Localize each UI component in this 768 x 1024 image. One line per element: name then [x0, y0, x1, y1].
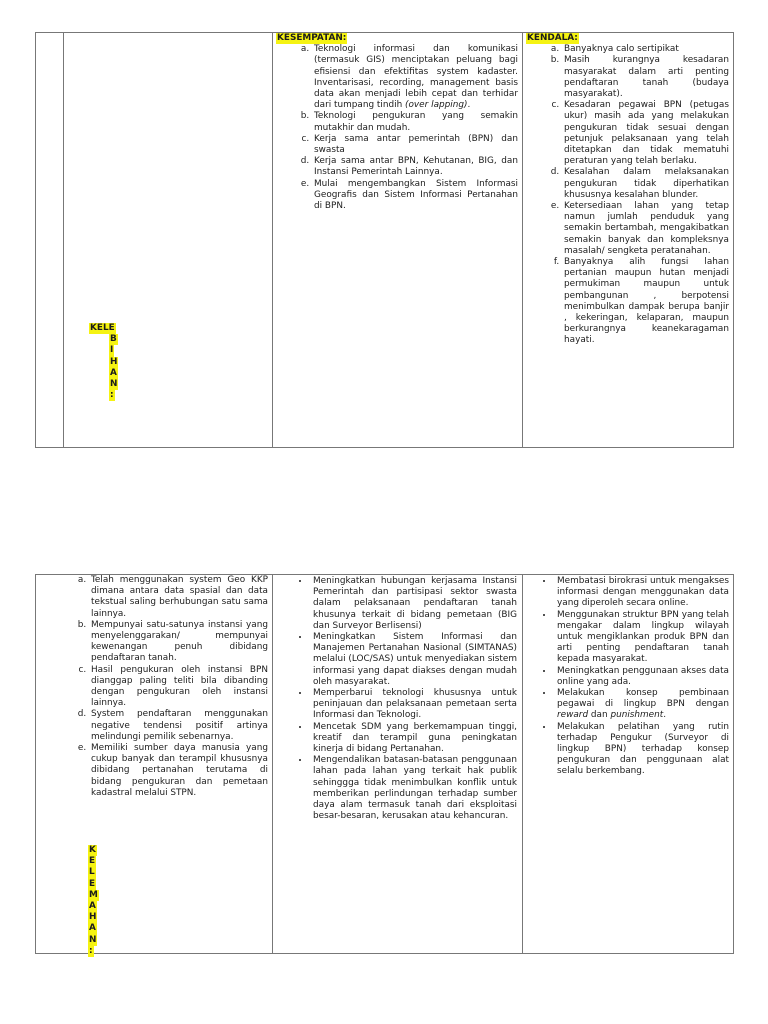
table-bottom	[35, 574, 734, 954]
kelebihan-label	[89, 323, 118, 401]
kelemahan-letter: M	[89, 889, 98, 900]
strategy-cell-right	[528, 576, 729, 778]
kelemahan-letter: A	[89, 901, 96, 912]
list-item: e. Memiliki sumber daya manusia yang cukup banyak dan terampil khususnya dibidang pertanahan terutama di bidang pengukuran dan pemetaan kadastral melalui STPN.	[89, 743, 268, 799]
kelemahan-list	[39, 575, 268, 799]
list-item: e. Ketersediaan lahan yang tetap namun jumlah penduduk yang semakin bertambah, mengakibatkan semakin banyak dan kompleksnya masalah/ sengketa peratanahan.	[562, 201, 729, 257]
kelemahan-letter: K	[89, 845, 96, 855]
kelemahan-letter: N	[89, 934, 97, 945]
table-top	[35, 32, 734, 448]
kesempatan-cell	[276, 33, 518, 212]
table-bottom-border-bottom	[35, 953, 734, 954]
kelemahan-letter: E	[89, 856, 96, 867]
table-top-divider-2	[272, 32, 273, 448]
list-item: d. System pendaftaran menggunakan negative tendensi positif artinya melindungi pemilik sebenarnya.	[89, 709, 268, 743]
kesempatan-title: KESEMPATAN:	[277, 33, 347, 43]
list-item: e. Mulai mengembangkan Sistem Informasi Geografis dan Sistem Informasi Pertanahan di BPN.	[312, 179, 518, 213]
table-top-divider-1	[63, 32, 64, 448]
kelemahan-letter: A	[89, 923, 96, 934]
table-top-border-bottom	[35, 447, 734, 448]
kelebihan-letter: H	[110, 356, 118, 367]
list-item: c. Hasil pengukuran oleh instansi BPN dianggap paling teliti bila dibanding dengan pengukuran oleh instansi lainnya.	[89, 665, 268, 710]
list-item: • Meningkatkan penggunaan akses data online yang ada.	[554, 666, 729, 688]
kendala-cell	[526, 33, 729, 347]
table-top-divider-3	[522, 32, 523, 448]
list-item: • Meningkatkan hubungan kerjasama Instansi Pemerintah dan partisipasi sektor swasta dalam pelaksanaan pendaftaran tanah khusunya terkait di bidang pemetaan (BIG dan Surveyor Berlisensi)	[310, 576, 517, 632]
table-top-border-right	[733, 32, 734, 448]
strategy-cell-middle	[278, 576, 517, 822]
list-item: a. Banyaknya calo sertipikat	[562, 44, 729, 55]
kelebihan-label-first: KELE	[90, 323, 115, 333]
table-bottom-divider-2	[522, 574, 523, 954]
list-item: • Membatasi birokrasi untuk mengakses informasi dengan menggunakan data yang diperoleh secara online.	[554, 576, 729, 610]
list-item: • Melakukan pelatihan yang rutin terhadap Pengukur (Surveyor di lingkup BPN) terhadap konsep pengukuran dan penggunaan alat selalu berkembang.	[554, 722, 729, 778]
kelemahan-cell	[39, 575, 268, 799]
list-item: c. Kesadaran pegawai BPN (petugas ukur) masih ada yang melakukan pengukuran tidak sesuai dengan petunjuk pelaksanaan yang telah ditetapkan dan tidak mematuhi peraturan yang telah berlaku.	[562, 100, 729, 167]
kelebihan-letter: A	[110, 367, 117, 378]
kelemahan-letter: L	[89, 867, 95, 878]
list-item: • Memperbarui teknologi khususnya untuk peninjauan dan pelaksanaan pemetaan serta Informasi dan Teknologi.	[310, 688, 517, 722]
list-item: d. Kerja sama antar BPN, Kehutanan, BIG, dan Instansi Pemerintah Lainnya.	[312, 156, 518, 178]
table-bottom-border-right	[733, 574, 734, 954]
kendala-list	[526, 44, 729, 346]
kendala-title: KENDALA:	[527, 33, 578, 43]
list-item: • Mencetak SDM yang berkemampuan tinggi, kreatif dan terampil guna peningkatan kinerja di bidang Pertanahan.	[310, 722, 517, 756]
list-item: f. Banyaknya alih fungsi lahan pertanian maupun hutan menjadi permukiman maupun untuk pembangunan , berpotensi menimbulkan dampak berupa banjir , kekeringan, kelaparan, maupun berkurangnya keanekaragaman hayati.	[562, 257, 729, 347]
list-item: • Menggunakan struktur BPN yang telah mengakar dalam lingkup wilayah untuk mengiklankan produk BPN dan arti penting pendaftaran tanah kepada masyarakat.	[554, 610, 729, 666]
kelebihan-letter: I	[110, 345, 114, 356]
list-item: a. Teknologi informasi dan komunikasi (termasuk GIS) menciptakan peluang bagi efisiensi dan efektifitas system kadaster. Inventarisasi, recording, management basis data akan menjadi lebih cepat dan terhidar dari tumpang tindih (over lapping).	[312, 44, 518, 111]
list-item: • Mengendalikan batasan-batasan penggunaan lahan pada lahan yang terkait hak publik sehinggga tidak menimbulkan konflik untuk memberikan perlindungan terhadap sumber daya alam termasuk tanah dari eksploitasi besar-besaran, kerusakan atau kehancuran.	[310, 755, 517, 822]
kelemahan-label	[88, 845, 99, 957]
kelebihan-letter: B	[110, 334, 117, 345]
list-item: d. Kesalahan dalam melaksanakan pengukuran tidak diperhatikan khususnya kesalahan blunder.	[562, 167, 729, 201]
list-item: b. Mempunyai satu-satunya instansi yang menyelenggarakan/ mempunyai kewenangan penuh dibidang pendaftaran tanah.	[89, 620, 268, 665]
kelebihan-letter: N	[110, 379, 118, 390]
table-bottom-divider-1	[272, 574, 273, 954]
list-item: b. Teknologi pengukuran yang semakin mutakhir dan mudah.	[312, 111, 518, 133]
kelemahan-letter: E	[89, 878, 96, 889]
list-item: b. Masih kurangnya kesadaran masyarakat dalam arti penting pendaftaran tanah (budaya masyarakat).	[562, 55, 729, 100]
kesempatan-list	[276, 44, 518, 212]
list-item: • Meningkatkan Sistem Informasi dan Manajemen Pertanahan Nasional (SIMTANAS) melalui (LOC/SAS) untuk menyediakan sistem informasi yang dapat diakses dengan mudah oleh masyarakat.	[310, 632, 517, 688]
list-item: c. Kerja sama antar pemerintah (BPN) dan swasta	[312, 134, 518, 156]
list-item: • Melakukan konsep pembinaan pegawai di lingkup BPN dengan reward dan punishment.	[554, 688, 729, 722]
kelebihan-letter: :	[110, 390, 114, 401]
table-top-border-left	[35, 32, 36, 448]
strategy-list-middle	[278, 576, 517, 822]
list-item: a. Telah menggunakan system Geo KKP dimana antara data spasial dan data tekstual saling berhubungan satu sama lainnya.	[89, 575, 268, 620]
kelemahan-letter: :	[89, 945, 93, 956]
strategy-list-right	[528, 576, 729, 778]
kelemahan-letter: H	[89, 912, 97, 923]
table-bottom-border-left	[35, 574, 36, 954]
